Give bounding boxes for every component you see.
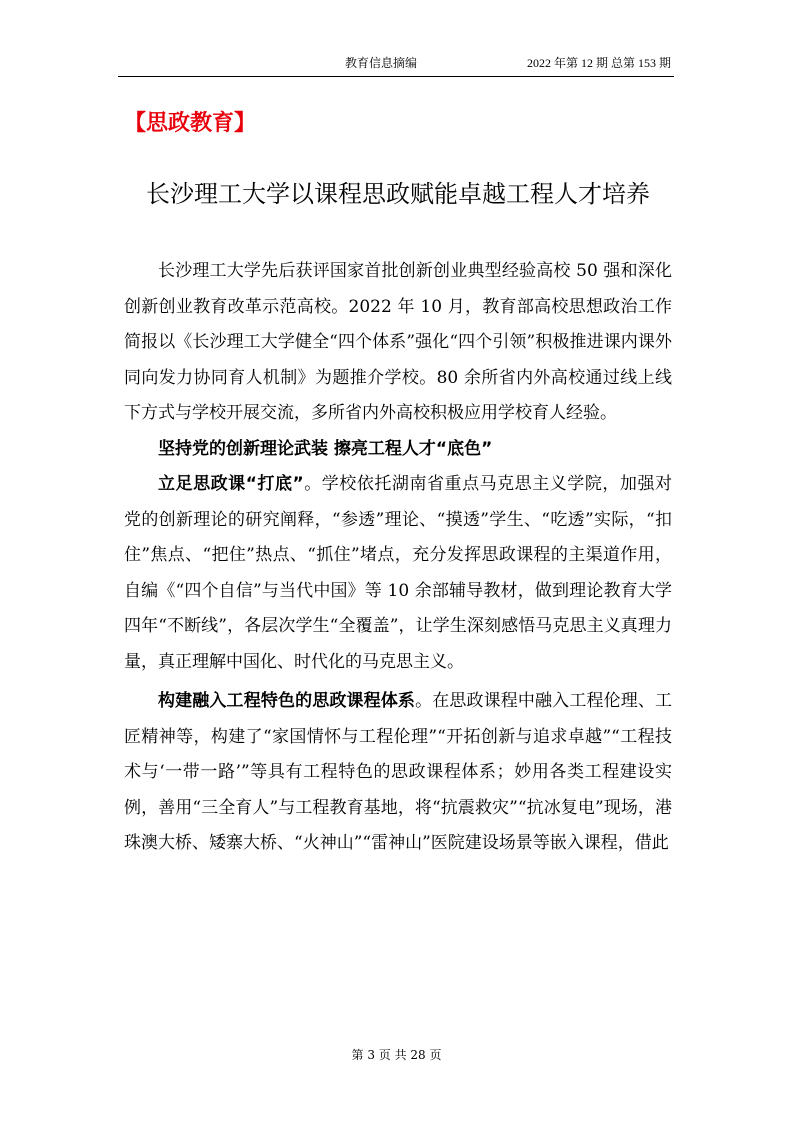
paragraph [124, 467, 672, 680]
intro-paragraph [124, 254, 672, 432]
paragraph-text: 。学校依托湖南省重点马克思主义学院，加强对党的创新理论的研究阐释，“参透”理论、“摸透”学生、“吃透”实际，“扣住”焦点、“把住”热点、“抓住”堵点，充分发挥思政课程的主渠道作用，自编《“四个自信”与当代中国》等 10 余部辅导教材，做到理论教育大学四年“不断线”，各层次学生“全覆盖”，让学生深刻感悟马克思主义真理力量，真正理解中国化、时代化的马克思主义。 [124, 474, 672, 672]
section-tag: 【思政教育】 [124, 111, 257, 136]
paragraph-text: 。在思政课程中融入工程伦理、工匠精神等，构建了“家国情怀与工程伦理”“开拓创新与追求卓越”“工程技术与‘一带一路’”等具有工程特色的思政课程体系；妙用各类工程建设实例，善用“三全育人”与工程教育基地，将“抗震救灾”“抗冰复电”现场，港珠澳大桥、矮寨大桥、“火神山”“雷神山”医院建设场景等嵌入课程，借此 [124, 691, 673, 853]
subheading: 坚持党的创新理论武装 擦亮工程人才“底色” [158, 438, 493, 459]
paragraph [124, 684, 672, 862]
header-rule [118, 76, 674, 77]
page-header [0, 54, 793, 74]
paragraph-lead: 构建融入工程特色的思政课程体系 [158, 691, 416, 711]
article-body [124, 254, 672, 862]
publication-name: 教育信息摘编 [345, 56, 418, 70]
article-title: 长沙理工大学以课程思政赋能卓越工程人才培养 [146, 180, 650, 208]
paragraph-lead: 立足思政课“打底” [158, 474, 304, 494]
issue-number: 2022 年第 12 期 总第 153 期 [527, 56, 672, 70]
paragraph-text: 长沙理工大学先后获评国家首批创新创业典型经验高校 50 强和深化创新创业教育改革示范高校。2022 年 10 月，教育部高校思想政治工作简报以《长沙理工大学健全“四个体系”强化“四个引领”积极推进课内课外同向发力协同育人机制》为题推介学校。80 余所省内外高校通过线上线下方式与学校开展交流，多所省内外高校积极应用学校育人经验。 [124, 261, 672, 423]
page-footer: 第 3 页 共 28 页 [351, 1048, 442, 1062]
